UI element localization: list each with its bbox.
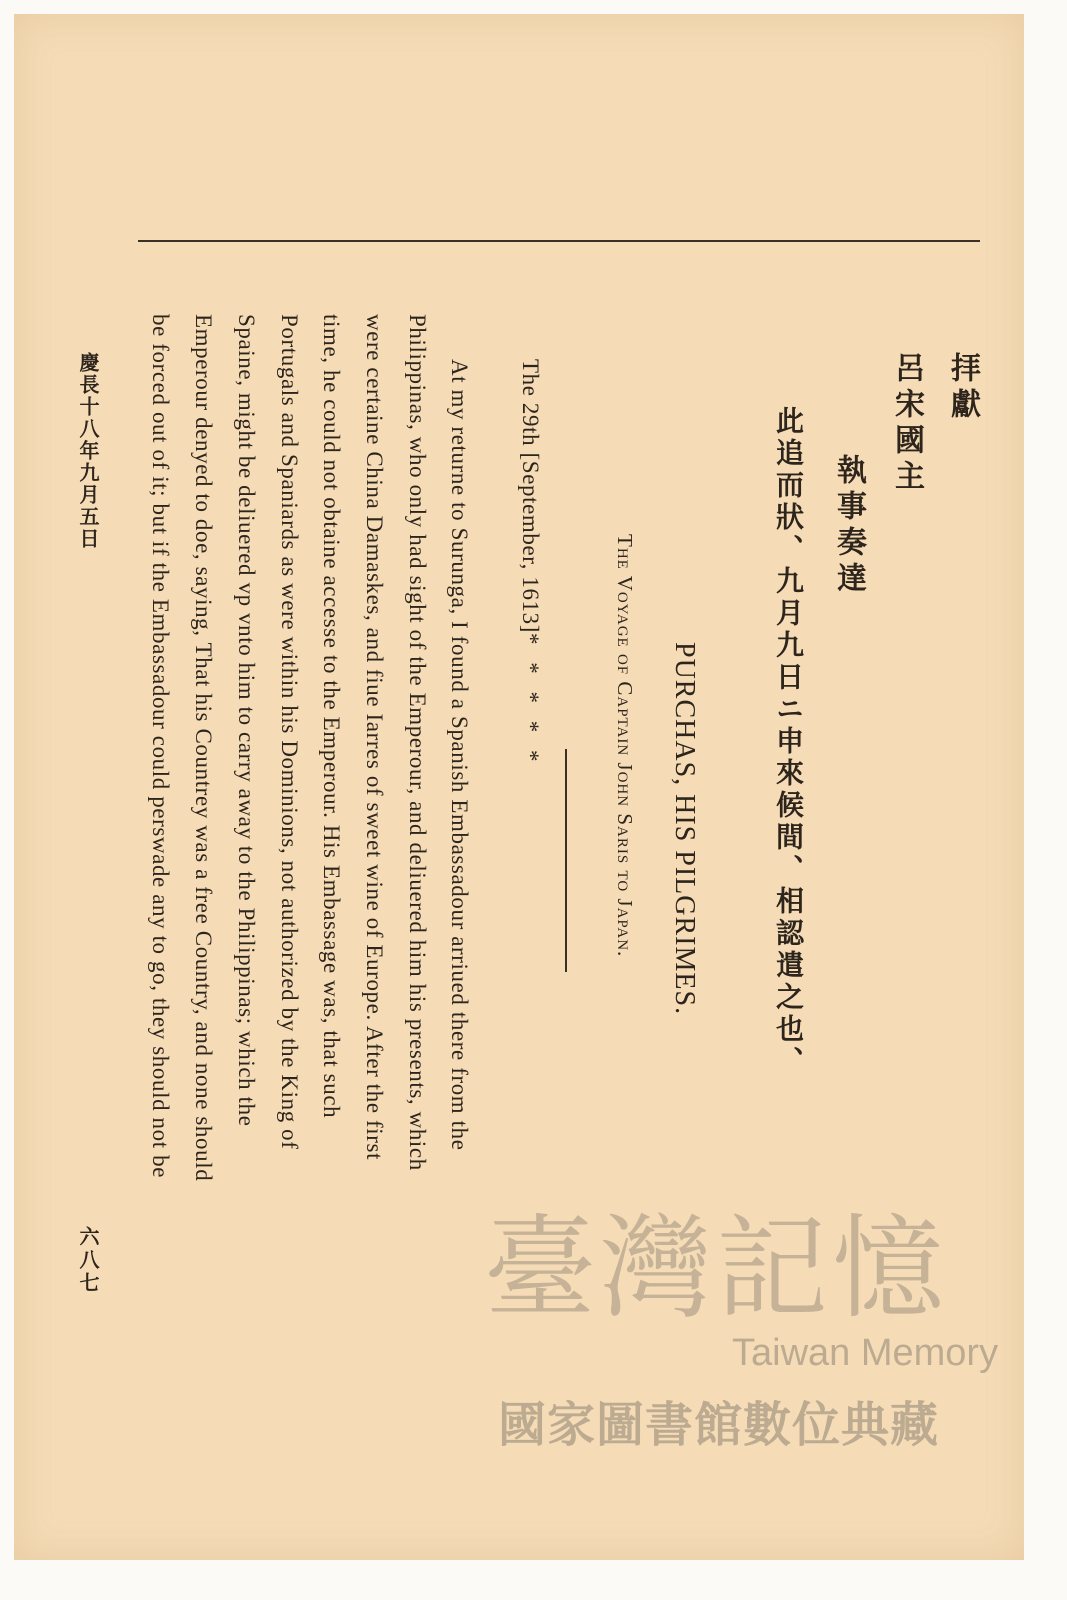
document-title: PURCHAS, HIS PILGRIMES. bbox=[669, 642, 700, 1016]
document-page bbox=[14, 14, 1024, 1560]
watermark-english: Taiwan Memory bbox=[732, 1332, 999, 1374]
date-line bbox=[490, 359, 570, 768]
jp-line-3: 執事奏達 bbox=[831, 454, 866, 598]
jp-line-2: 呂宋國主 bbox=[889, 352, 924, 496]
body-line-1: At my returne to Surunga, I found a Spanish Embassadour arriued there from the bbox=[447, 359, 472, 1151]
document-subtitle: The Voyage of Captain John Saris to Japan. bbox=[613, 534, 637, 958]
ellipsis-stars: * * * * * bbox=[518, 633, 543, 768]
body-line-8: be forced out of it; but if the Embassadour could perswade any to go, they should not be bbox=[148, 314, 173, 1178]
body-line-4: time, he could not obtaine accesse to the Emperour. His Embassage was, that such bbox=[319, 314, 344, 1119]
watermark-calligraphy: 臺灣記憶 bbox=[484, 1204, 948, 1334]
body-line-3: were certaine China Damaskes, and fiue Iarres of sweet wine of Europe. After the first bbox=[362, 314, 387, 1161]
watermark-org: 國家圖書館數位典藏 bbox=[498, 1397, 940, 1453]
jp-line-1: 拝獻 bbox=[945, 352, 980, 424]
page-number: 六八七 bbox=[76, 1226, 100, 1295]
body-line-7: Emperour denyed to doe, saying, That his Countrey was a free Country, and none should bbox=[191, 314, 216, 1182]
horizontal-rule bbox=[138, 240, 980, 242]
body-line-2: Philippinas, who only had sight of the Emperour, and deliuered him his presents, which bbox=[405, 314, 430, 1171]
jp-line-4: 此追而狀、九月九日ニ申來候間、相認遣之也、 bbox=[772, 406, 805, 1078]
title-divider bbox=[565, 749, 567, 972]
date-text: The 29th [September, 1613] bbox=[518, 359, 543, 634]
body-line-5: Portugals and Spaniards as were within his Dominions, not authorized by the King of bbox=[277, 314, 302, 1150]
footer-date: 慶長十八年九月五日 bbox=[76, 352, 100, 550]
body-line-6: Spaine, might be deliuered vp vnto him to carry away to the Philippinas; which the bbox=[234, 314, 259, 1127]
